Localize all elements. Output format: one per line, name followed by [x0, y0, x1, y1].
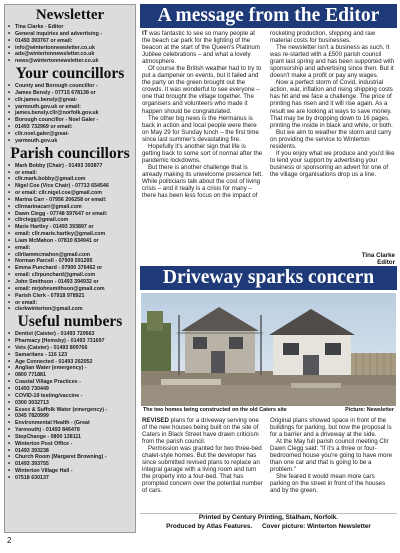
newsletter-contact-list: [8, 24, 132, 65]
article-paragraph: Hopefully it's another sign that life is getting back to some sort of normal after the pandemic lockdowns.: [142, 142, 263, 164]
contact-line: • Dawn Clegg - 07748 597647 or email:: [8, 211, 132, 218]
print-credits-footer: [140, 514, 397, 534]
construction-site-illustration: [141, 293, 396, 406]
editor-signature: [331, 252, 395, 266]
article-paragraph: REVISED plans for a driveway serving one of the new houses being built on the site of Caters in Black Street have drawn criticism from the parish council.: [142, 417, 259, 446]
contact-line: • Marie Hartley - 01493 393897 or: [8, 224, 132, 231]
contact-line: • 01493 393767 or email:: [8, 38, 132, 45]
contact-line: • Winterton Village Hall -: [8, 468, 132, 475]
contact-line: • or email:: [8, 170, 132, 177]
contact-line: • info@wintertonnewsletter.co.uk: [8, 45, 132, 52]
contact-line: • County and Borough councillor -: [8, 83, 132, 90]
contact-line: • Coastal Village Practices -: [8, 379, 132, 386]
contact-line: • cllr.james.bensly@great-: [8, 97, 132, 104]
article-paragraph: If you enjoy what we produce and you'd like to lend your support by advertising your business or sponsoring an advert for one of the village organisations drop us a line.: [270, 149, 395, 178]
contact-line: • james.bensly.cllr@norfolk.gov.uk: [8, 110, 132, 117]
contact-line: • yarmouth.gov.uk or email:: [8, 104, 132, 111]
article-paragraph: The newsletter isn't a business as such. It was re-started with a £500 parish council grant last spring and has been supported with sponsorship and advertising since then. But it doesn't make a profit or pay any wages.: [270, 44, 395, 80]
producer-credit: Produced by Atlas Features.: [166, 522, 253, 530]
contact-line: • or email:: [8, 300, 132, 307]
contacts-sidebar: [4, 4, 136, 533]
contact-line: • Nigel Coe (Vice Chair) - 07713 654546: [8, 183, 132, 190]
contact-line: • email:: [8, 245, 132, 252]
contact-line: • James Bensly - 07715 678138 or: [8, 90, 132, 97]
contact-line: • 01493 393238: [8, 448, 132, 455]
editor-message-banner: A message from the Editor: [140, 4, 397, 28]
article-paragraph: Of course the British weather had to try to put a dampener on events, but it failed and the party on the green brought out the crowds. It was wonderful to see everyone – one that brought the village together. The organisers and volunteers who made it happen should be congratulated.: [142, 65, 262, 115]
contact-line: • COVID-19 testing/vaccine -: [8, 393, 132, 400]
contact-line: • cllrliammcmahon@gmail.com: [8, 252, 132, 259]
editor-message-column-1: [142, 30, 264, 199]
article-paragraph: At the May full parish council meeting Cllr Dawn Clegg said: "If it's a three or four- bedroomed house you're going to have more than one car and that is going to be a problem.": [270, 438, 393, 474]
cover-picture-credit: Cover picture: Winterton Newsletter: [261, 522, 371, 530]
production-credits: [140, 523, 397, 532]
contact-line: • Liam McMahon - 07810 834941 or: [8, 238, 132, 245]
contact-line: • Mark Bobby (Chair) - 01493 393877: [8, 163, 132, 170]
contact-line: • Parish Clerk - 07918 978921: [8, 293, 132, 300]
contact-line: • 01493 732969 or email:: [8, 124, 132, 131]
photo-caption: The two homes being constructed on the old Caters site: [143, 407, 287, 413]
contact-line: • yarmouth.gov.uk: [8, 138, 132, 145]
photo-caption-bar: [141, 406, 396, 415]
article-paragraph: Now a perfect storm of Covid, industrial action, war, inflation and rising shipping costs has hit and we face a challenge. The price of printing has risen and it will rise again. As a result we are looking at ways to save money. That may be by dropping down to 16 pages, printing the inside in black and white, or both.: [270, 79, 393, 129]
article-paragraph: Permission was granted for two three-bed chalet-style homes. But the developer has since submitted revised plans to replace an integral garage with a living room and turn the property into a four-bed. That has prompted concern over the potential number of cars.: [142, 445, 263, 495]
driveway-column-2: [270, 417, 396, 495]
article-paragraph: IT was fantastic to see so many people at the beach car park for the lighting of the beacon at the start of the Queen's Platinum Jubilee celebrations – and what a lovely atmosphere.: [142, 30, 260, 66]
signature-name: Tina Clarke: [361, 252, 395, 259]
picture-credit: Picture: Newsletter: [345, 407, 394, 413]
article-paragraph: The other big news is the Hermanus is back in action and local people were there on May 29 for Sunday lunch – the first time since last summer's devastating fire.: [142, 114, 259, 143]
contact-line: • email: cllr.marie.hartley@gmail.com: [8, 231, 132, 238]
councillors-contact-list: [8, 83, 132, 145]
contact-line: • General inquiries and advertising -: [8, 31, 132, 38]
page-number: 2: [7, 536, 12, 545]
contact-line: • 07518 630137: [8, 475, 132, 482]
contact-line: • Pharmacy (Hemsby) - 01493 731697: [8, 338, 132, 345]
contact-line: • 0800 771881: [8, 372, 132, 379]
contact-line: • Winterton Post Office -: [8, 441, 132, 448]
contact-line: • or email: cllr.nigel.coe@gmail.com: [8, 190, 132, 197]
contact-line: • 0345 7820999: [8, 413, 132, 420]
contact-line: • 0300 3032713: [8, 400, 132, 407]
contact-line: • Vets (Caister) - 01493 809766: [8, 345, 132, 352]
parish-councillors-heading: Parish councillors: [10, 144, 130, 162]
driveway-story-banner: Driveway sparks concern: [140, 266, 397, 290]
driveway-column-1: [142, 417, 264, 495]
contact-line: • cllrclegg@gmail.com: [8, 217, 132, 224]
contact-line: • Church Room (Margaret Browning) -: [8, 454, 132, 461]
contact-line: • Tina Clarke - Editor: [8, 24, 132, 31]
contact-line: • Samaritans - 116 123: [8, 352, 132, 359]
councillors-heading: Your councillors: [15, 65, 125, 83]
contact-line: • John Smithson - 01493 394932 or: [8, 279, 132, 286]
signature-role: Editor: [377, 259, 395, 266]
contact-line: • news@wintertonnewsletter.co.uk: [8, 58, 132, 65]
article-paragraph: But we aim to weather the storm and carry on providing the service to Winterton residents.: [270, 128, 392, 150]
contact-line: • cllrmarinacarr@gmail.com: [8, 204, 132, 211]
useful-numbers-list: [8, 331, 132, 482]
contact-line: • Norman Parcell - 07909 591295: [8, 258, 132, 265]
contact-line: • clerkwinterton@gmail.com: [8, 306, 132, 313]
contact-line: • Anglian Water (emergency) -: [8, 365, 132, 372]
contact-line: • email: mrjohnsmithson@gmail.com: [8, 286, 132, 293]
contact-line: • ads@wintertonnewsletter.co.uk: [8, 51, 132, 58]
article-paragraph: She feared it would mean more cars parking on the street in front of the houses and by the green.: [270, 473, 386, 495]
contact-line: • cllr.noel.galer@great-: [8, 131, 132, 138]
contact-line: • 01493 730449: [8, 386, 132, 393]
contact-line: • Environmental Health - (Great: [8, 420, 132, 427]
contact-line: • Borough councillor - Noel Galer -: [8, 117, 132, 124]
contact-line: • Dentist (Caister) - 01493 720663: [8, 331, 132, 338]
new-homes-photo: [141, 293, 396, 406]
contact-line: • Emma Punchard - 07900 376462 or: [8, 265, 132, 272]
useful-numbers-heading: Useful numbers: [17, 313, 123, 331]
contact-line: • StepChange - 0800 138111: [8, 434, 132, 441]
printer-credit: Printed by Century Printing, Stalham, Norfolk.: [198, 514, 339, 521]
contact-line: • Marina Carr - 07956 206258 or email:: [8, 197, 132, 204]
contact-line: • Essex & Suffolk Water (emergency) -: [8, 407, 132, 414]
article-paragraph: rocketing production, shipping and raw material costs for businesses.: [270, 30, 376, 45]
article-paragraph: Original plans showed space in front of the buildings for parking, but now the proposal is for a barrier and a driveway at the side.: [270, 417, 392, 439]
editor-message-column-2: [270, 30, 396, 178]
contact-line: • cllr.mark.bobby@gmail.com: [8, 176, 132, 183]
contact-line: • email: cllrpunchard@gmail.com: [8, 272, 132, 279]
contact-line: • Yarmouth) - 01493 846478: [8, 427, 132, 434]
contact-line: • Age Connected - 01493 262052: [8, 359, 132, 366]
parish-councillors-list: [8, 163, 132, 314]
article-paragraph: But there is another challenge that is already making its unwelcome presence felt. While politicians talk about the cost of living crisis – and it really is a crisis for many – there has been less focus on the impact of: [142, 163, 263, 200]
contact-line: • 01493 393755: [8, 461, 132, 468]
newsletter-heading: Newsletter: [35, 7, 105, 23]
